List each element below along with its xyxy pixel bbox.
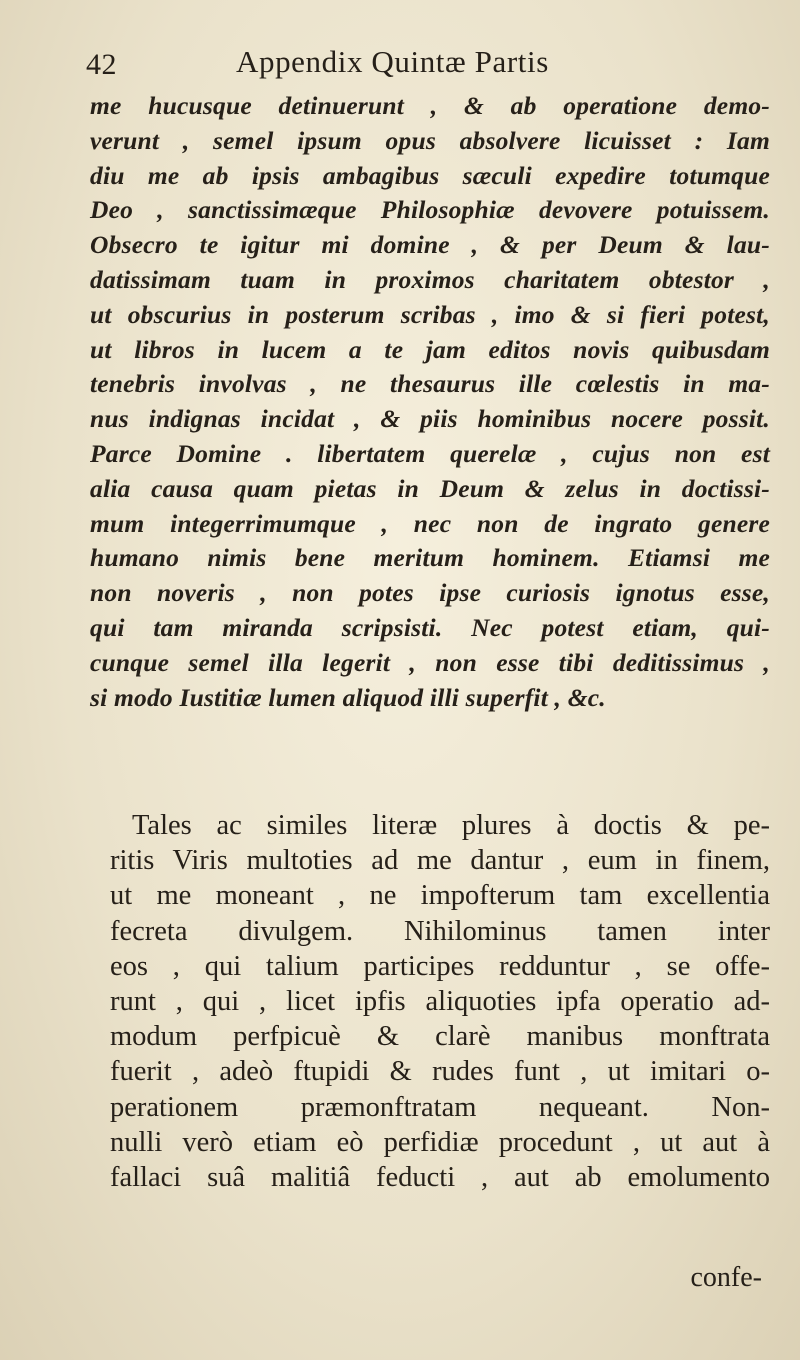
italic-line: diu me ab ipsis ambagibus sæculi expedire totumque bbox=[90, 160, 770, 190]
italic-line: Deo , sanctissimæque Philosophiæ devovere potuissem. bbox=[90, 195, 770, 225]
italic-line: non noveris , non potes ipse curiosis ignotus esse, bbox=[90, 578, 770, 608]
body-line: Tales ac similes literæ plures à doctis & pe- bbox=[132, 810, 770, 841]
italic-line: Obsecro te igitur mi domine , & per Deum & lau- bbox=[90, 230, 770, 260]
italic-line: qui tam miranda scripsisti. Nec potest etiam, qui- bbox=[90, 612, 770, 642]
body-line: ritis Viris multoties ad me dantur , eum in finem, bbox=[110, 845, 770, 877]
italic-line: me hucusque detinuerunt , & ab operatione demo- bbox=[90, 91, 770, 120]
page-header bbox=[80, 40, 760, 90]
italic-line: Parce Domine . libertatem querelæ , cujus non est bbox=[90, 438, 770, 468]
italic-line: verunt , semel ipsum opus absolvere licuisset : Iam bbox=[90, 125, 770, 155]
running-head: Appendix Quintæ Partis bbox=[236, 44, 549, 79]
italic-line: tenebris involvas , ne thesaurus ille cœlestis in ma- bbox=[90, 369, 770, 399]
italic-line: si modo Iustitiæ lumen aliquod illi superfit , &c. bbox=[90, 682, 606, 712]
italic-line: humano nimis bene meritum hominem. Etiamsi me bbox=[90, 543, 770, 573]
body-line: modum perfpicuè & clarè manibus monftrata bbox=[110, 1021, 770, 1053]
body-line: fuerit , adeò ftupidi & rudes funt , ut imitari o- bbox=[110, 1056, 770, 1088]
body-line: fecreta divulgem. Nihilominus tamen inter bbox=[110, 915, 770, 947]
body-line: perationem præmonftratam nequeant. Non- bbox=[110, 1091, 770, 1123]
italic-line: mum integerrimumque , nec non de ingrato genere bbox=[90, 508, 770, 538]
body-paragraph bbox=[110, 808, 770, 1195]
body-line: runt , qui , licet ipfis aliquoties ipfa operatio ad- bbox=[110, 985, 770, 1017]
body-line: ut me moneant , ne impofterum tam excellentia bbox=[110, 880, 770, 912]
body-line: eos , qui talium participes redduntur , se offe- bbox=[110, 950, 770, 982]
catchword: confe- bbox=[690, 1262, 762, 1293]
italic-line: cunque semel illa legerit , non esse tibi deditissimus , bbox=[90, 647, 770, 677]
body-line: nulli verò etiam eò perfidiæ procedunt , ut aut à bbox=[110, 1126, 770, 1158]
italic-line: ut libros in lucem a te jam editos novis quibusdam bbox=[90, 334, 770, 364]
italic-line: alia causa quam pietas in Deum & zelus in doctissi- bbox=[90, 473, 770, 503]
page-number: 42 bbox=[86, 48, 117, 81]
italic-letter-quote bbox=[90, 89, 770, 715]
italic-line: ut obscurius in posterum scribas , imo & si fieri potest, bbox=[90, 299, 770, 329]
italic-line: nus indignas incidat , & piis hominibus nocere possit. bbox=[90, 404, 770, 434]
italic-line: datissimam tuam in proximos charitatem obtestor , bbox=[90, 264, 770, 294]
body-line: fallaci suâ malitiâ feducti , aut ab emolumento bbox=[110, 1161, 770, 1193]
